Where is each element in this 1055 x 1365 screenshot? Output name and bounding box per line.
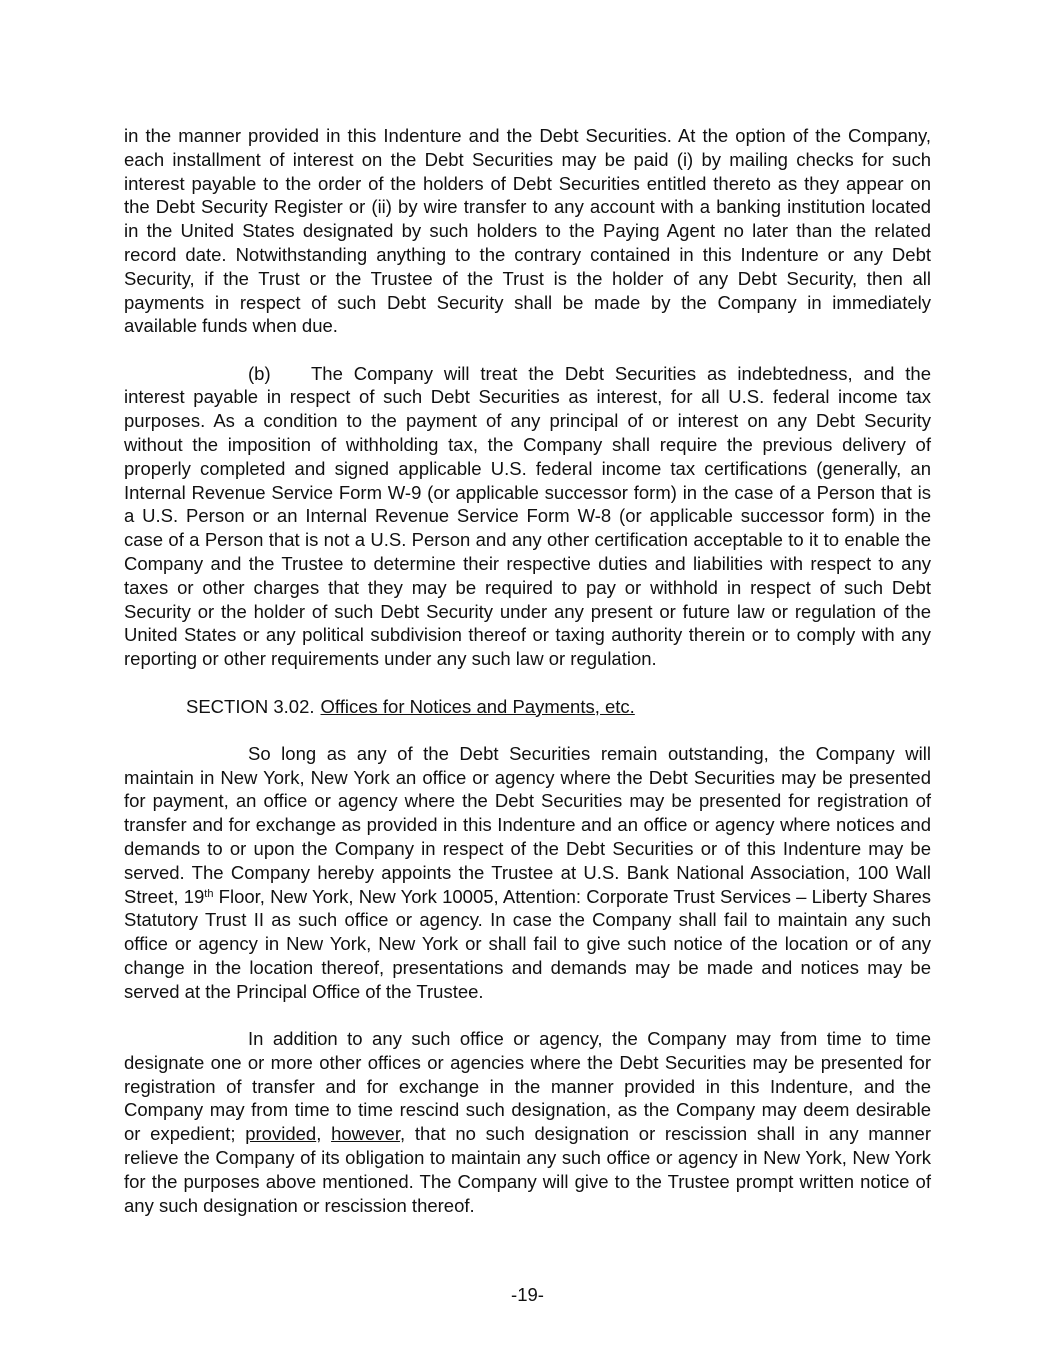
paragraph-tax-treatment (124, 362, 931, 671)
office-agency-text-part2: Floor, New York, New York 10005, Attention: Corporate Trust Services – Liberty Shares Statutory Trust II as such office or agency. In case the Company shall fail to maintain any such office or agency in New York, New York or shall fail to give such notice of the location or of any change in the location thereof, presentations and demands may be made and notices may be served at the Principal Office of the Trustee. (124, 885, 931, 1002)
section-number: SECTION 3.02. (186, 695, 315, 717)
paragraph-additional-offices (124, 1027, 931, 1217)
clause-b-text: The Company will treat the Debt Securities as indebtedness, and the interest payable in respect of such Debt Securities as interest, for all U.S. federal income tax purposes. As a condition to the payment of any principal of or interest on any Debt Security without the imposition of withholding tax, the Company shall require the previous delivery of properly completed and signed applicable U.S. federal income tax certifications (generally, an Internal Revenue Service Form W-9 (or applicable successor form) in the case of a Person that is a U.S. Person or an Internal Revenue Service Form W-8 (or applicable successor form) in the case of a Person that is not a U.S. Person and any other certification acceptable to it to enable the Company and the Trustee to determine their respective duties and liabilities with respect to any taxes or other charges that they may be required to pay or withhold in respect of such Debt Security or the holder of such Debt Security under any present or future law or regulation of the United States or any political subdivision thereof or taxing authority therein or to comply with any reporting or other requirements under any such law or regulation. (124, 362, 931, 670)
section-title: Offices for Notices and Payments, etc. (320, 695, 635, 717)
additional-offices-text-part2: , that no such designation or rescission shall in any manner relieve the Company of its obligation to maintain any such office or agency in New York, New York for the purposes above mentioned. The Company will give to the Trustee prompt written notice of any such designation or rescission thereof. (124, 1123, 931, 1216)
clause-label-b: (b) (248, 362, 271, 384)
office-agency-text-part1: So long as any of the Debt Securities remain outstanding, the Company will maintain in New York, New York an office or agency where the Debt Securities may be presented for payment, an office or agency where the Debt Securities may be presented for registration of transfer and for exchange as provided in this Indenture and an office or agency where notices and demands to or upon the Company in respect of the Debt Securities or of this Indenture may be served. The Company hereby appoints the Trustee at U.S. Bank National Association, 100 Wall Street, 19 (124, 742, 931, 907)
page-number: -19- (511, 1284, 544, 1305)
paragraph-office-agency (124, 742, 931, 1004)
paragraph-payment-method: in the manner provided in this Indenture and the Debt Securities. At the option of the Company, each installment of interest on the Debt Securities may be paid (i) by mailing checks for such interest payable to the order of the holders of Debt Securities entitled thereto as they appear on the Debt Security Register or (ii) by wire transfer to any account with a banking institution located in the United States designated by such holders to the Paying Agent no later than the related record date. Notwithstanding anything to the contrary contained in this Indenture or any Debt Security, if the Trust or the Trustee of the Trust is the holder of any Debt Security, then all payments in respect of such Debt Security shall be made by the Company in immediately available funds when due. (124, 125, 931, 337)
document-body (124, 124, 931, 1217)
however-term: however (331, 1123, 400, 1145)
separator-comma: , (316, 1123, 332, 1145)
ordinal-suffix: th (204, 887, 214, 900)
additional-offices-text-part1: In addition to any such office or agency, the Company may from time to time designate one or more other offices or agencies where the Debt Securities may be presented for registration of transfer and for exchange in the manner provided in this Indenture, and the Company may from time to time rescind such designation, as the Company may deem desirable or expedient; (124, 1028, 931, 1145)
section-heading (124, 695, 931, 719)
provided-term: provided (245, 1123, 317, 1145)
